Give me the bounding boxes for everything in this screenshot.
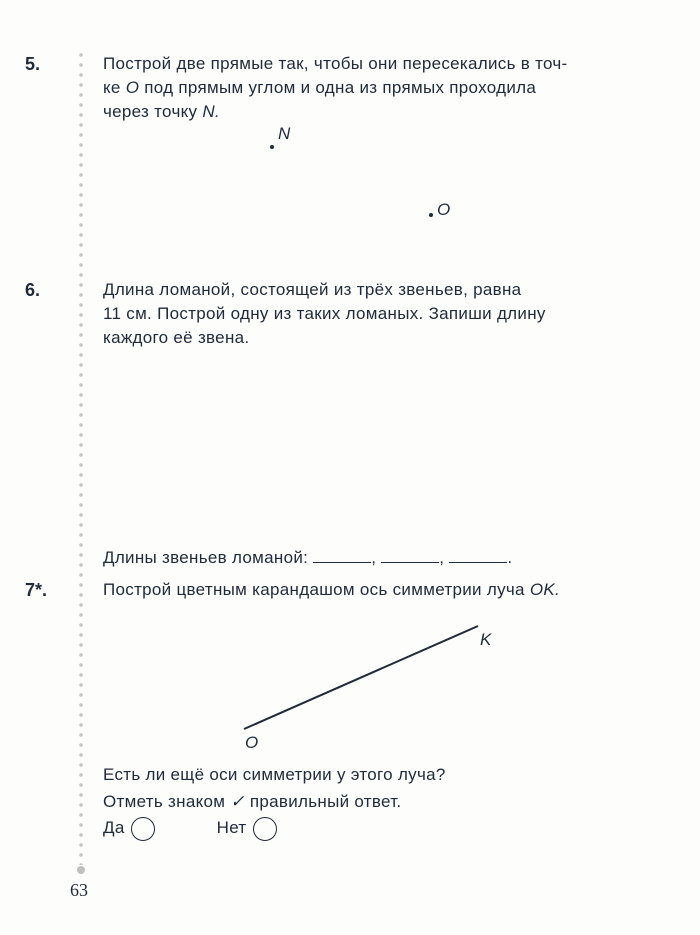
answer-label: Длины звеньев ломаной: bbox=[103, 548, 309, 567]
task6-line1: Длина ломаной, состоящей из трёх звеньев, равна bbox=[103, 280, 522, 299]
ray-name: OK. bbox=[529, 580, 560, 599]
task7-text: Построй цветным карандашом ось симметрии луча OK. bbox=[103, 580, 560, 599]
task5-point-o-ref: O bbox=[125, 78, 140, 97]
task6-number: 6. bbox=[25, 280, 41, 300]
label-o-ray: O bbox=[245, 733, 259, 752]
option-no-circle[interactable] bbox=[253, 817, 277, 841]
task5-line3: через точку N. bbox=[103, 102, 220, 121]
task7-number: 7*. bbox=[25, 580, 48, 600]
label-k: K bbox=[480, 630, 492, 649]
task5-point-n-ref: N. bbox=[202, 102, 220, 121]
task7-instruction: Отметь знаком ✓ правильный ответ. bbox=[103, 792, 402, 811]
task6-line3: каждого её звена. bbox=[103, 328, 250, 347]
task5-line2: ке O под прямым углом и одна из прямых проходила bbox=[103, 78, 537, 97]
task5-line1: Построй две прямые так, чтобы они пересекались в точ- bbox=[103, 54, 568, 73]
answer-options bbox=[103, 816, 633, 841]
task7-question: Есть ли ещё оси симметрии у этого луча? bbox=[103, 765, 446, 784]
ray-ok bbox=[244, 626, 478, 729]
option-yes-circle[interactable] bbox=[131, 817, 155, 841]
check-mark-icon: ✓ bbox=[230, 792, 245, 811]
option-yes-label: Да bbox=[103, 818, 125, 837]
task6-answer: Длины звеньев ломаной: , , . bbox=[103, 548, 513, 567]
label-n: N bbox=[278, 124, 291, 143]
page-number: 63 bbox=[70, 880, 88, 900]
task6-line2: 11 см. Построй одну из таких ломаных. Запиши длину bbox=[103, 304, 546, 323]
option-no-label: Нет bbox=[216, 818, 247, 837]
task5-number: 5. bbox=[25, 54, 41, 74]
label-o: O bbox=[437, 200, 451, 219]
